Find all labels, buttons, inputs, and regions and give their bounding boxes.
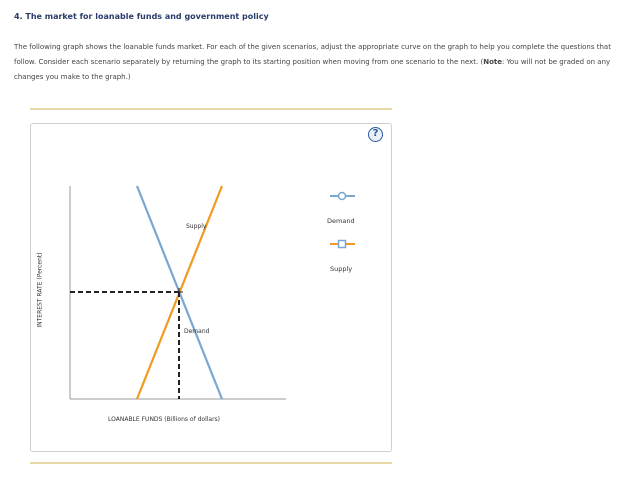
- question-title: 4. The market for loanable funds and government policy: [14, 12, 269, 21]
- y-axis-label: INTEREST RATE (Percent): [36, 252, 44, 328]
- legend-demand-label: Demand: [327, 217, 355, 225]
- note-open: (: [480, 58, 484, 66]
- note-text: : You will not be graded on any changes you make to the graph.): [14, 58, 611, 81]
- supply-marker-icon: [339, 241, 346, 248]
- demand-marker-icon: [339, 193, 346, 200]
- note-label: Note: [483, 58, 502, 66]
- legend-supply-label: Supply: [330, 265, 353, 273]
- demand-curve-label: Demand: [184, 328, 210, 335]
- legend-supply-tool[interactable]: [330, 241, 355, 248]
- x-axis-label: LOANABLE FUNDS (Billions of dollars): [108, 416, 221, 423]
- legend-demand-tool[interactable]: [330, 193, 355, 200]
- supply-curve-label: Supply: [186, 223, 207, 230]
- help-button[interactable]: ?: [368, 127, 383, 142]
- intro-text: The following graph shows the loanable funds market. For each of the given scenarios, adjust the appropriate curve on the graph to help you complete the questions that follow. Consider each scenario separately by returning the graph to its starting position when moving from one scenario to the next.: [14, 43, 611, 66]
- bottom-divider: [30, 462, 392, 464]
